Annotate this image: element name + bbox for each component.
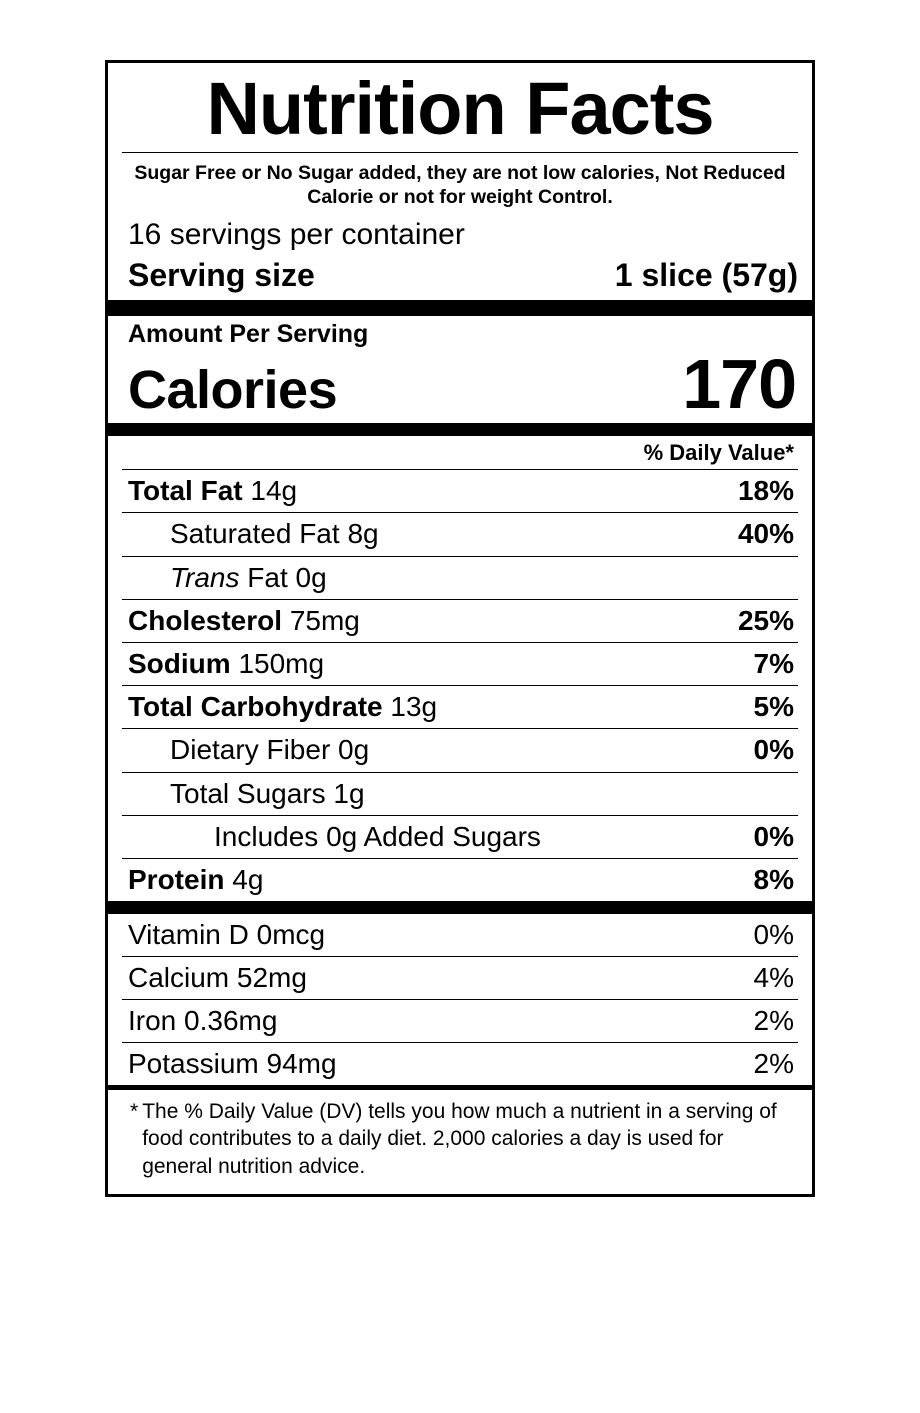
- serving-size-value: 1 slice (57g): [614, 257, 798, 294]
- nutrient-name: Total Sugars: [170, 777, 326, 809]
- vitamin-pct: 2%: [753, 1005, 794, 1037]
- serving-size-row: [122, 255, 798, 300]
- nutrient-amount: 4g: [232, 863, 264, 895]
- nutrient-pct: 5%: [753, 691, 794, 723]
- nutrient-name: Saturated Fat: [170, 518, 340, 550]
- nutrient-amount: 150mg: [238, 648, 325, 680]
- footnote-asterisk: *: [130, 1100, 139, 1124]
- nutrient-name: Protein: [128, 863, 225, 895]
- nutrient-name: Total Carbohydrate: [128, 691, 383, 723]
- nutrient-pct: 0%: [753, 820, 794, 852]
- nutrient-table: [108, 436, 812, 901]
- serving-size-label: Serving size: [128, 257, 315, 294]
- servings-per-container: 16 servings per container: [128, 218, 465, 252]
- vitamin-name: Iron 0.36mg: [128, 1005, 278, 1037]
- table-row: [122, 685, 798, 728]
- table-row: [122, 512, 798, 555]
- nutrient-name: Includes 0g Added Sugars: [214, 820, 541, 852]
- nutrient-name: Dietary Fiber: [170, 734, 331, 766]
- nutrient-pct: 0%: [753, 734, 794, 766]
- table-row: [122, 956, 798, 999]
- nutrient-amount: 1g: [333, 777, 365, 809]
- nutrient-name: Sodium: [128, 648, 231, 680]
- amount-per-serving-label: Amount Per Serving: [128, 320, 369, 349]
- nutrition-facts-label: [105, 60, 815, 1197]
- label-header: [108, 67, 812, 300]
- footnote-text: The % Daily Value (DV) tells you how much a nutrient in a serving of food contributes to a daily diet. 2,000 calories a day is used for general nutrition advice.: [142, 1100, 777, 1178]
- daily-value-header: % Daily Value*: [643, 440, 794, 466]
- nutrient-amount: 14g: [250, 475, 298, 507]
- calories-value: 170: [682, 345, 796, 424]
- nutrient-amount: 75mg: [289, 604, 360, 636]
- nutrient-amount: Fat 0g: [247, 561, 327, 593]
- table-row: [122, 772, 798, 815]
- table-row: [122, 556, 798, 599]
- divider-thick-top: [108, 300, 812, 316]
- nutrient-pct: 8%: [753, 863, 794, 895]
- calories-label: Calories: [128, 360, 338, 421]
- table-row: [122, 1042, 798, 1085]
- footnote-section: [108, 1090, 812, 1194]
- calories-section: [108, 316, 812, 423]
- table-row: [122, 914, 798, 956]
- nutrient-pct: 40%: [737, 518, 794, 550]
- nutrient-name: Cholesterol: [128, 604, 283, 636]
- divider-thick-vitamins: [108, 901, 812, 914]
- vitamin-name: Calcium 52mg: [128, 962, 307, 994]
- nutrient-amount: 13g: [390, 691, 438, 723]
- vitamin-pct: 4%: [753, 962, 794, 994]
- table-row: [122, 815, 798, 858]
- sugar-free-note: Sugar Free or No Sugar added, they are not low calories, Not Reduced Calorie or not for weight Control.: [134, 161, 786, 208]
- table-row: [122, 599, 798, 642]
- divider-thick-calories: [108, 423, 812, 436]
- nutrient-name: Trans: [170, 561, 240, 593]
- vitamin-name: Potassium 94mg: [128, 1048, 337, 1080]
- vitamin-pct: 0%: [753, 919, 794, 951]
- table-row: [122, 999, 798, 1042]
- nutrient-amount: 0g: [338, 734, 370, 766]
- table-row: [122, 728, 798, 771]
- table-row: [122, 642, 798, 685]
- page-title: Nutrition Facts: [206, 67, 714, 150]
- nutrient-pct: 7%: [753, 648, 794, 680]
- nutrient-name: Total Fat: [128, 475, 243, 507]
- vitamin-table: [108, 914, 812, 1085]
- table-row: [122, 469, 798, 512]
- daily-value-footnote: [122, 1090, 798, 1194]
- table-row: [122, 858, 798, 901]
- nutrient-pct: 25%: [737, 604, 794, 636]
- vitamin-pct: 2%: [753, 1048, 794, 1080]
- vitamin-name: Vitamin D 0mcg: [128, 919, 326, 951]
- nutrient-amount: 8g: [347, 518, 379, 550]
- nutrient-pct: 18%: [737, 475, 794, 507]
- calories-row: [122, 345, 798, 424]
